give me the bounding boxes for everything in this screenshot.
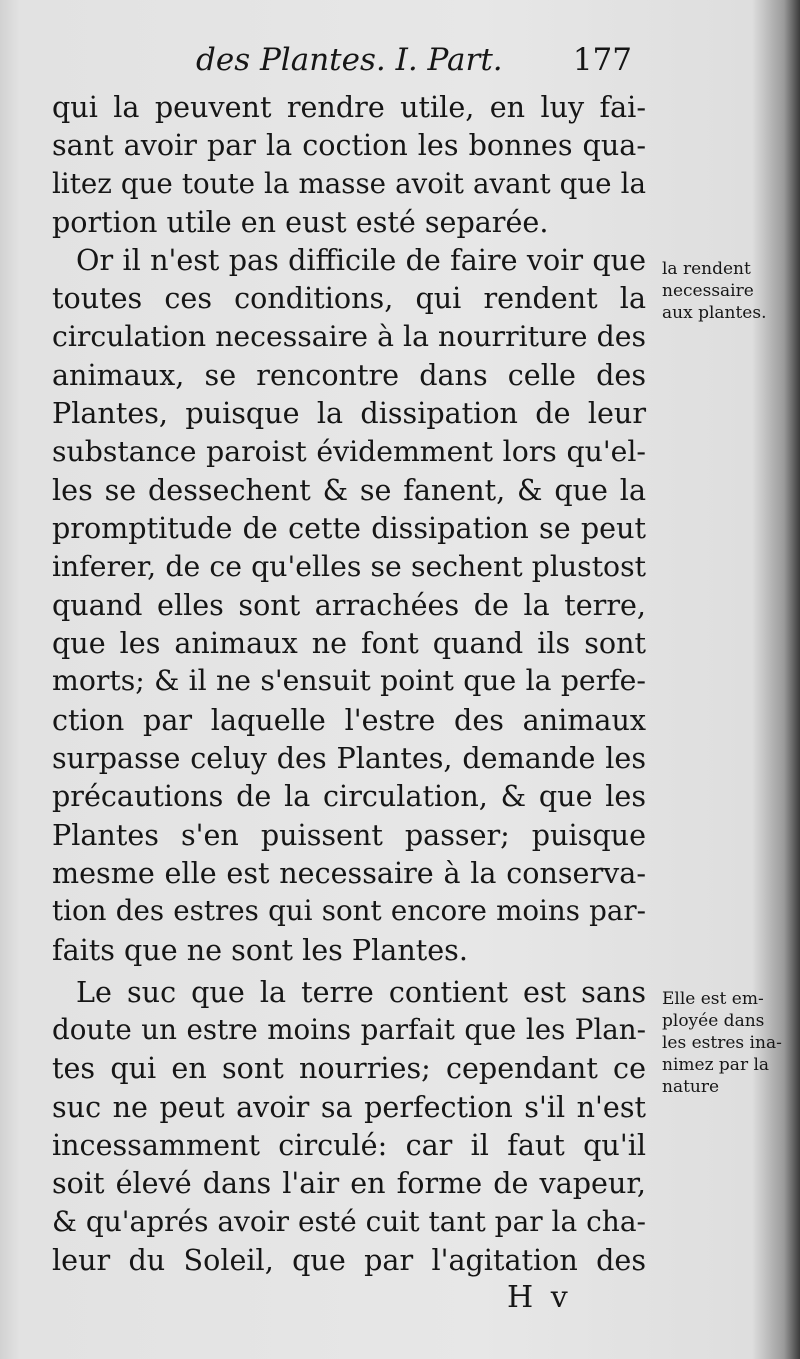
text-line: faits que ne sont les Plantes. <box>52 932 468 967</box>
signature-mark: H v <box>507 1280 572 1315</box>
margin-note-line: necessaire <box>662 281 754 301</box>
text-line: quand elles sont arrachées de la terre, <box>52 587 646 622</box>
text-line: sant avoir par la coction les bonnes qua- <box>52 128 646 163</box>
text-line: portion utile en eust esté separée. <box>52 204 549 239</box>
margin-note-line: les estres ina- <box>662 1033 782 1053</box>
margin-note-line: ployée dans <box>662 1011 765 1031</box>
margin-note-1 <box>662 258 794 324</box>
text-line: qui la peuvent rendre utile, en luy fai- <box>52 90 646 124</box>
page-number: 177 <box>572 42 632 78</box>
text-line: tes qui en sont nourries; cependant ce <box>52 1051 646 1086</box>
margin-note-2 <box>662 988 794 1098</box>
text-line: litez que toute la masse avoit avant que la <box>52 166 646 200</box>
text-line: ction par laquelle l'estre des animaux <box>52 702 646 737</box>
text-line: Plantes s'en puissent passer; puisque <box>52 817 646 852</box>
text-line: que les animaux ne font quand ils sont <box>52 626 646 661</box>
text-line: morts; & il ne s'ensuit point que la perfe- <box>52 664 646 698</box>
text-line: surpasse celuy des Plantes, demande les <box>52 741 646 776</box>
text-line: doute un estre moins parfait que les Plan- <box>52 1013 646 1047</box>
text-line: soit élevé dans l'air en forme de vapeur, <box>52 1166 646 1201</box>
text-line: promptitude de cette dissipation se peut <box>52 511 646 546</box>
text-line: toutes ces conditions, qui rendent la <box>52 281 646 316</box>
margin-note-line: la rendent <box>662 259 751 279</box>
text-line: animaux, se rencontre dans celle des <box>52 358 646 393</box>
text-line: Plantes, puisque la dissipation de leur <box>52 396 646 431</box>
text-line: & qu'aprés avoir esté cuit tant par la cha- <box>52 1204 646 1238</box>
text-line: Le suc que la terre contient est sans <box>76 974 646 1009</box>
text-line: suc ne peut avoir sa perfection s'il n'est <box>52 1089 646 1124</box>
margin-note-line: Elle est em- <box>662 989 764 1009</box>
margin-note-line: nimez par la <box>662 1055 770 1075</box>
text-line: mesme elle est necessaire à la conserva- <box>52 855 646 890</box>
running-head <box>196 42 632 82</box>
text-line: circulation necessaire à la nourriture des <box>52 319 646 353</box>
text-line: précautions de la circulation, & que les <box>52 779 646 814</box>
text-line: les se dessechent & se fanent, & que la <box>52 472 646 507</box>
text-line: substance paroist évidemment lors qu'el- <box>52 434 646 468</box>
text-line: incessamment circulé: car il faut qu'il <box>52 1128 646 1163</box>
text-line: leur du Soleil, que par l'agitation des <box>52 1242 646 1277</box>
margin-note-line: aux plantes. <box>662 303 767 323</box>
text-line: inferer, de ce qu'elles se sechent plustost <box>52 549 646 583</box>
running-title: des Plantes. I. Part. <box>196 42 503 78</box>
margin-note-line: nature <box>662 1077 720 1097</box>
text-line: Or il n'est pas difficile de faire voir que <box>76 243 646 278</box>
body-text <box>52 88 646 1279</box>
text-line: tion des estres qui sont encore moins par- <box>52 894 646 928</box>
